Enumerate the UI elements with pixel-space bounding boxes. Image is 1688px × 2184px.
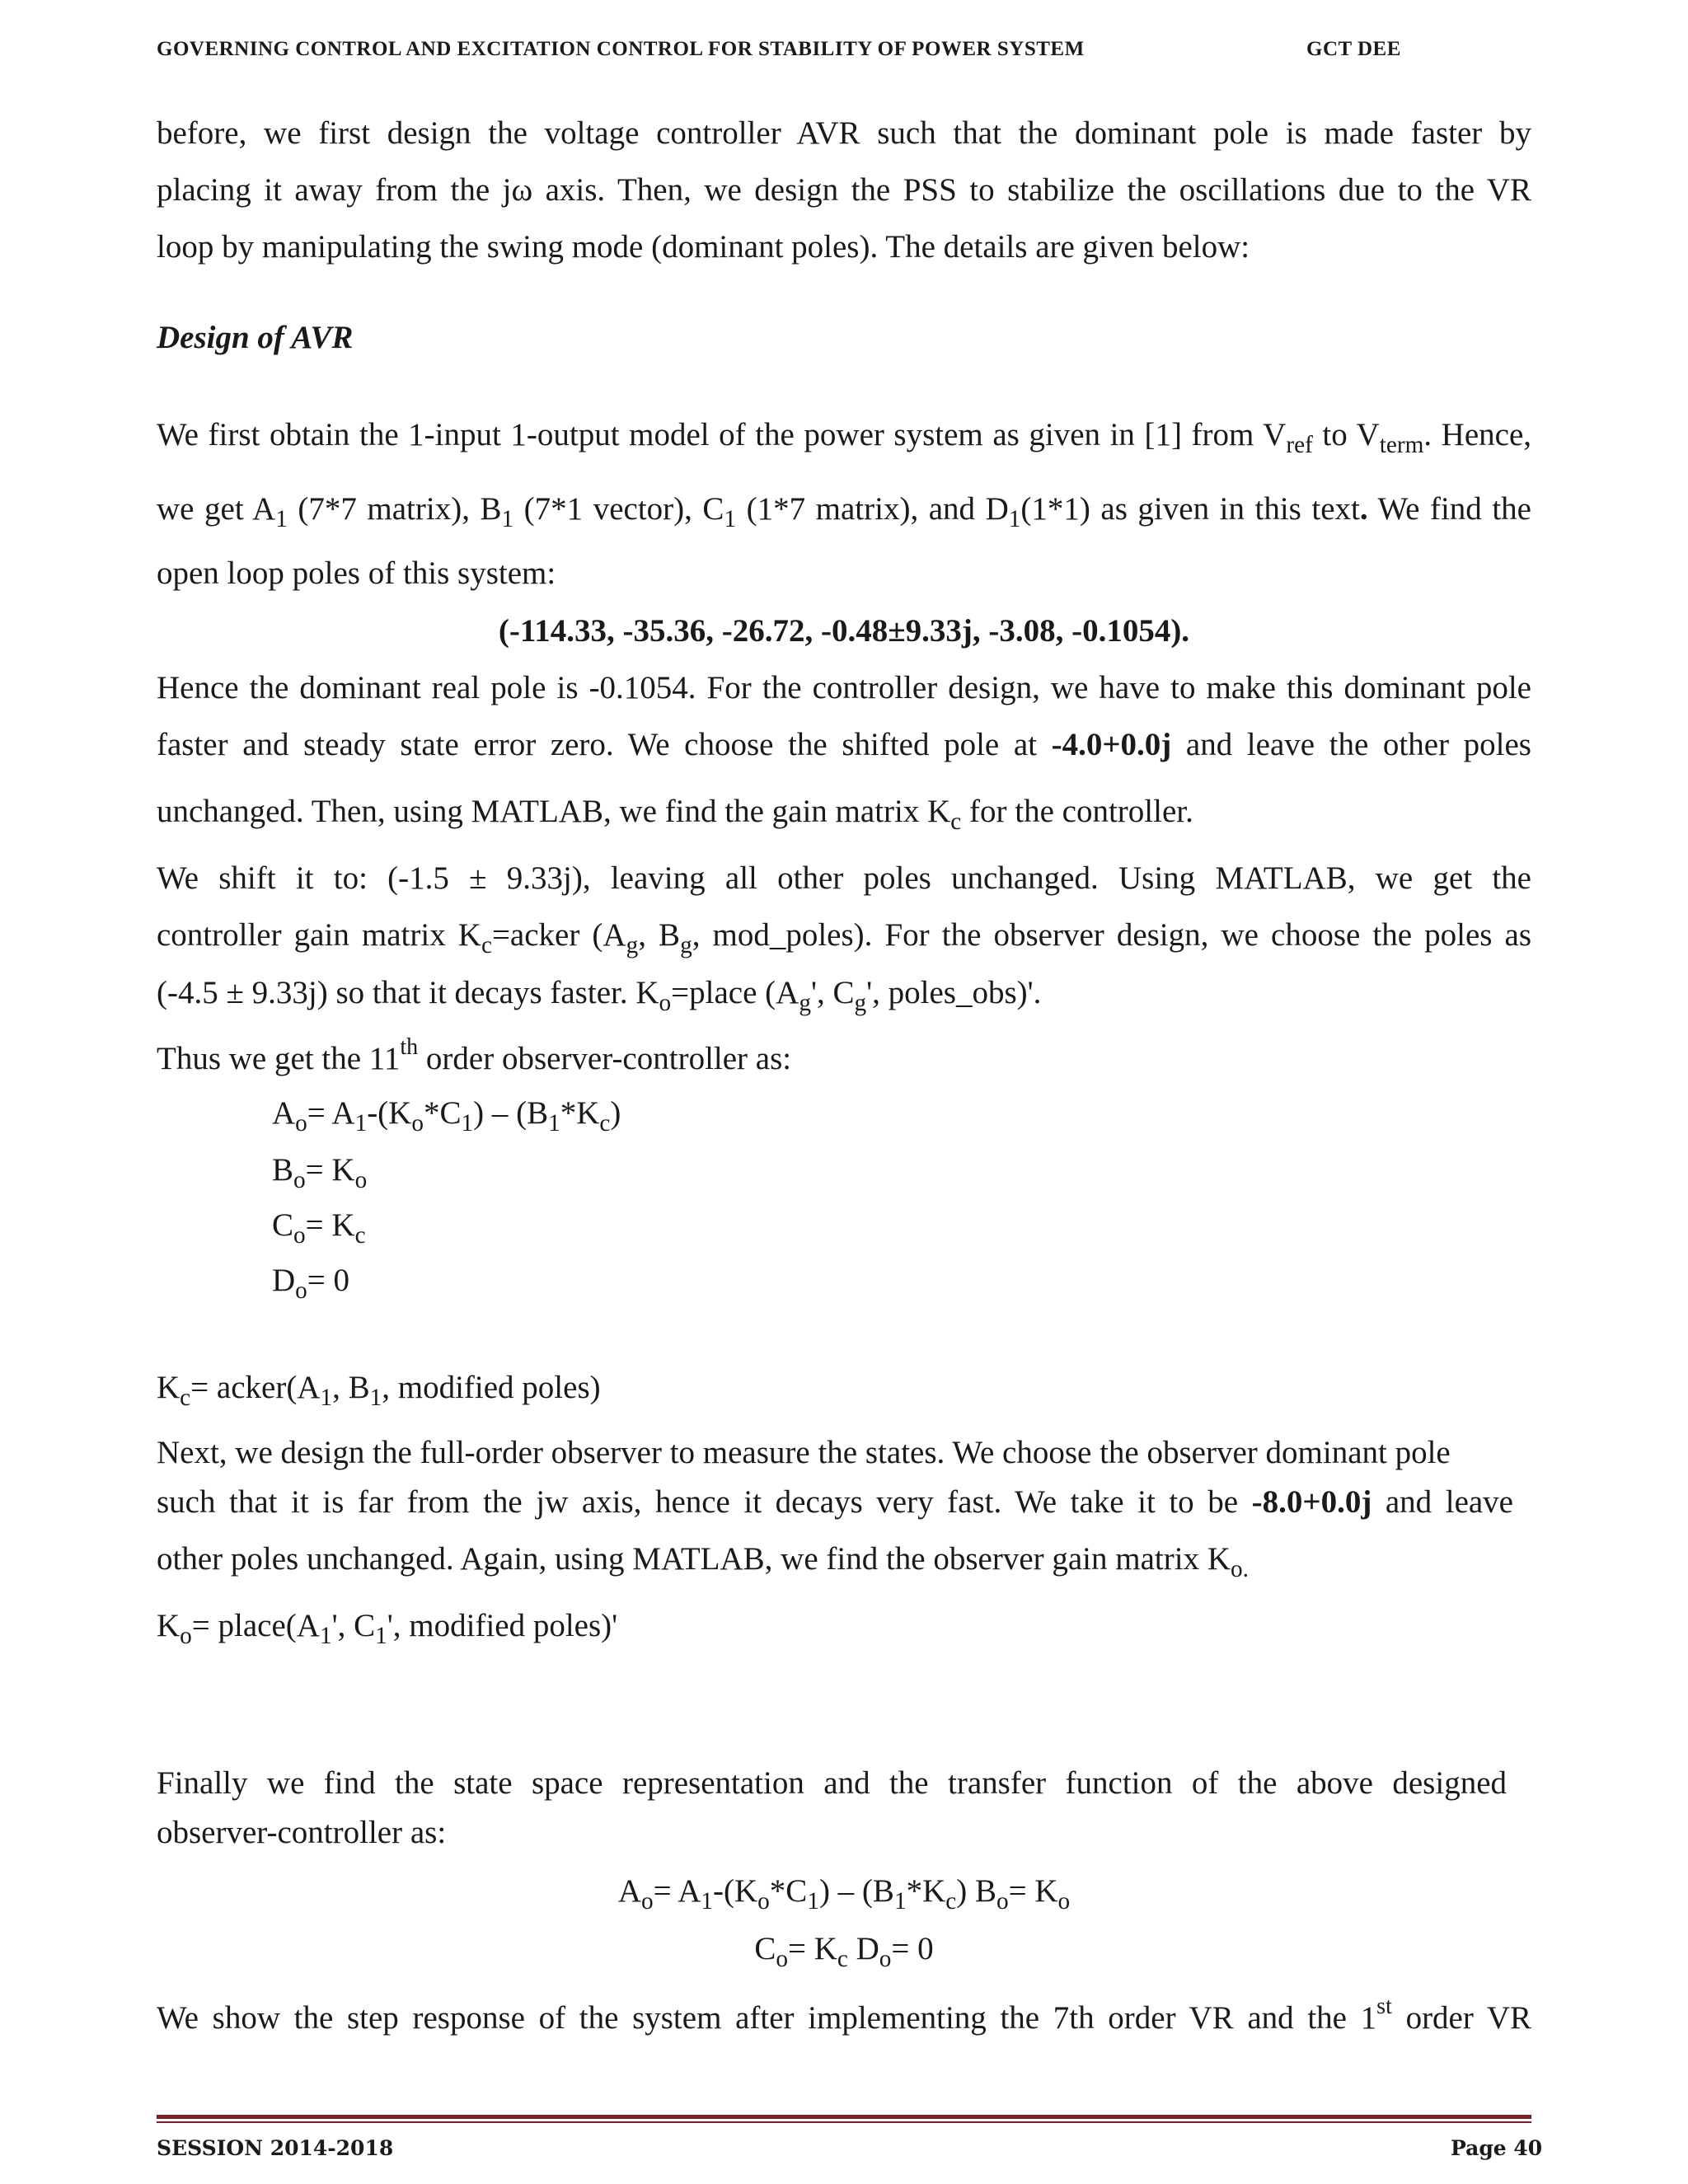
paragraph-line: We shift it to: (-1.5 ± 9.33j), leaving all other poles unchanged. Using MATLAB, we get the bbox=[157, 860, 1531, 896]
paragraph-line: faster and steady state error zero. We choose the shifted pole at -4.0+0.0j and leave the other poles bbox=[157, 727, 1531, 762]
centered-equation-2: $C_o= K_c$ $D_o= 0$ bbox=[754, 1931, 934, 1972]
equation-co: $C_o= K_c$ bbox=[272, 1207, 366, 1249]
equation-ko: $K_o=$ $place(A_1'$, $C_1'$, modified poles)' bbox=[157, 1608, 618, 1649]
equation-kc: $K_c=$ $acker(A_1$, $B_1$, modified poles) bbox=[157, 1370, 601, 1411]
paragraph-line: Next, we design the full-order observer to measure the states. We choose the observer dominant pole bbox=[157, 1435, 1451, 1470]
paragraph-line: unchanged. Then, using MATLAB, we find the gain matrix $K_c$ for the controller. bbox=[157, 794, 1193, 835]
centered-equation-1: $A_o= A_1-(K_o*C_1) - (B_1*K_c)$ $B_o= K_o$ bbox=[617, 1873, 1071, 1915]
paragraph-line: (-4.5 ± 9.33j) so that it decays faster. $K_o=place$ ($A_g'$, $C_g'$, poles_obs)'. bbox=[157, 975, 1042, 1016]
open-loop-poles: (-114.33, -35.36, -26.72, -0.48±9.33j, -3.08, -0.1054). bbox=[498, 613, 1190, 649]
equation-bo: $B_o= K_o$ bbox=[272, 1152, 368, 1193]
paragraph-line: We show the step response of the system after implementing the 7th order VR and the 1st order VR bbox=[157, 1993, 1531, 2036]
footer-page-number: Page 40 bbox=[1451, 2136, 1543, 2160]
footer-session: SESSION 2014-2018 bbox=[157, 2136, 394, 2160]
paragraph-line: Finally we find the state space representation and the transfer function of the above designed bbox=[157, 1765, 1507, 1801]
equation-do: $D_o= 0$ bbox=[272, 1263, 350, 1304]
running-header-dept: GCT DEE bbox=[1306, 38, 1401, 60]
footer-rule-thick bbox=[157, 2115, 1531, 2119]
paragraph-line: Thus we get the 11th order observer-controller as: bbox=[157, 1033, 792, 1076]
paragraph-line: loop by manipulating the swing mode (dominant poles). The details are given below: bbox=[157, 229, 1250, 265]
paragraph-line: We first obtain the 1-input 1-output model of the power system as given in [1] from $V_{ref}$ to $V_{term}$. Hence, bbox=[157, 417, 1531, 458]
paragraph-line: before, we first design the voltage controller AVR such that the dominant pole is made faster by bbox=[157, 115, 1531, 151]
section-heading: Design of AVR bbox=[157, 320, 354, 355]
paragraph-line: other poles unchanged. Again, using MATLAB, we find the observer gain matrix $K_{o.}$ bbox=[157, 1541, 1249, 1582]
footer-rule-thin bbox=[157, 2121, 1531, 2123]
paragraph-line: open loop poles of this system: bbox=[157, 555, 556, 591]
paragraph-line: Hence the dominant real pole is -0.1054. For the controller design, we have to make this dominant pole bbox=[157, 670, 1531, 705]
paragraph-line: such that it is far from the jw axis, hence it decays very fast. We take it to be -8.0+0.0j and leave bbox=[157, 1484, 1513, 1520]
equation-ao: $A_o= A_1-(K_o*C_1) - (B_1*K_c)$ bbox=[272, 1095, 621, 1137]
paragraph-line: observer-controller as: bbox=[157, 1815, 447, 1850]
paragraph-line: we get $A_1$ (7*7 matrix), $B_1$ (7*1 vector), $C_1$ (1*7 matrix), and $D_1(1*1)$ as given in this text. We find the bbox=[157, 491, 1531, 532]
running-header-title: GOVERNING CONTROL AND EXCITATION CONTROL FOR STABILITY OF POWER SYSTEM bbox=[157, 38, 1085, 60]
paragraph-line: placing it away from the jω axis. Then, we design the PSS to stabilize the oscillations due to the VR bbox=[157, 172, 1531, 208]
paragraph-line: controller gain matrix $K_c=acker$ ($A_g$, $B_g$, mod_poles). For the observer design, we choose the poles as bbox=[157, 917, 1531, 958]
